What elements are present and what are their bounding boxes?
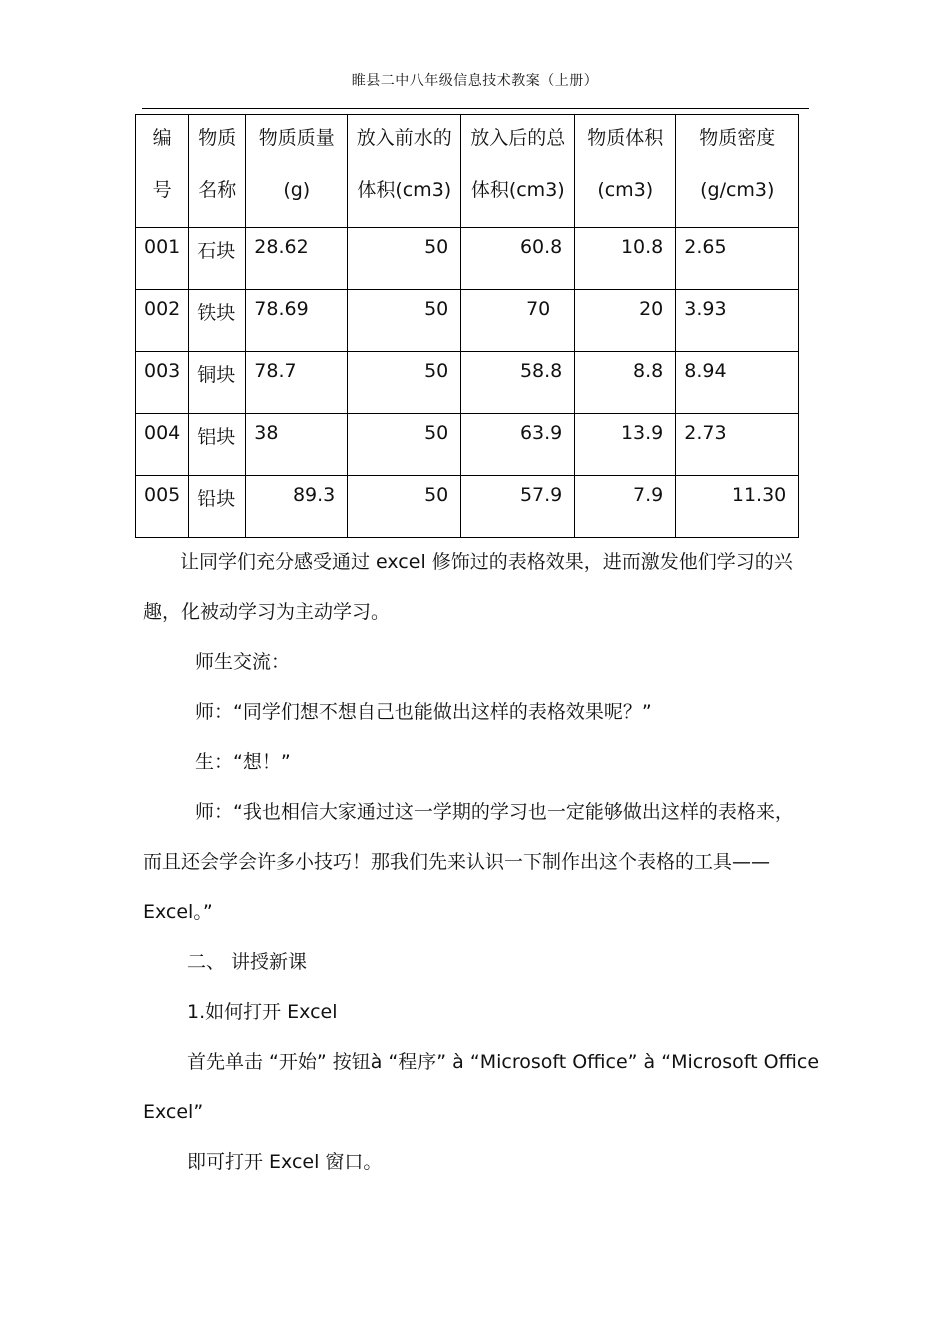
paragraph-result: 即可打开 Excel 窗口。 [187, 1151, 383, 1173]
table-cell: 57.9 [461, 476, 575, 538]
paragraph-teacher-question: 师：“同学们想不想自己也能做出这样的表格效果呢？” [195, 701, 652, 723]
table-cell: 2.65 [676, 228, 799, 290]
table-cell: 50 [348, 352, 461, 414]
paragraph-intro-line2: 趣，化被动学习为主动学习。 [143, 601, 391, 623]
table-cell: 铜块 [189, 352, 246, 414]
paragraph-steps-line2: Excel” [143, 1101, 204, 1123]
table-cell: 60.8 [461, 228, 575, 290]
paragraph-student-answer: 生：“想！” [195, 751, 291, 773]
table-cell: 2.73 [676, 414, 799, 476]
table-cell: 002 [136, 290, 189, 352]
header-cell: 放入前水的 体积(cm3) [348, 115, 461, 228]
table-cell: 63.9 [461, 414, 575, 476]
header-cell: 放入后的总 体积(cm3) [461, 115, 575, 228]
paragraph-steps-line1: 首先单击 “开始” 按钮à “程序” à “Microsoft Office” à “Microsoft Office [187, 1051, 820, 1073]
header-cell: 物质质量 (g) [246, 115, 348, 228]
table-cell: 004 [136, 414, 189, 476]
table-row [136, 414, 799, 476]
paragraph-intro-line1: 让同学们充分感受通过 excel 修饰过的表格效果，进而激发他们学习的兴 [180, 551, 793, 573]
table-row [136, 290, 799, 352]
table-cell: 58.8 [461, 352, 575, 414]
table-cell: 石块 [189, 228, 246, 290]
header-divider [142, 108, 809, 109]
paragraph-exchange-heading: 师生交流： [195, 651, 291, 673]
header-cell: 物质体积 (cm3) [575, 115, 676, 228]
table-cell: 38 [246, 414, 348, 476]
table-cell: 铁块 [189, 290, 246, 352]
subsection-heading: 1.如何打开 Excel [187, 1001, 338, 1023]
header-cell: 编 号 [136, 115, 189, 228]
header-cell: 物质 名称 [189, 115, 246, 228]
table-cell: 铝块 [189, 414, 246, 476]
table-cell: 78.69 [246, 290, 348, 352]
table-cell: 003 [136, 352, 189, 414]
table-row [136, 228, 799, 290]
table-cell: 3.93 [676, 290, 799, 352]
table-header-row [136, 115, 799, 228]
table-cell: 005 [136, 476, 189, 538]
density-table [135, 114, 799, 538]
table-cell: 50 [348, 414, 461, 476]
table-cell: 50 [348, 476, 461, 538]
page-header-title: 睢县二中八年级信息技术教案（上册） [351, 73, 599, 89]
table-cell: 8.8 [575, 352, 676, 414]
table-cell: 铅块 [189, 476, 246, 538]
table-cell: 20 [575, 290, 676, 352]
table-cell: 11.30 [676, 476, 799, 538]
table-cell: 13.9 [575, 414, 676, 476]
section-heading: 二、 讲授新课 [187, 951, 308, 973]
table-cell: 50 [348, 228, 461, 290]
paragraph-teacher-reply-line1: 师：“我也相信大家通过这一学期的学习也一定能够做出这样的表格来， [195, 801, 794, 823]
table-cell: 78.7 [246, 352, 348, 414]
table-cell: 7.9 [575, 476, 676, 538]
table-cell: 70 [461, 290, 575, 352]
table-cell: 001 [136, 228, 189, 290]
table-row [136, 352, 799, 414]
table-cell: 28.62 [246, 228, 348, 290]
paragraph-teacher-reply-line2: 而且还会学会许多小技巧！那我们先来认识一下制作出这个表格的工具—— [143, 851, 771, 873]
table-cell: 10.8 [575, 228, 676, 290]
table-cell: 8.94 [676, 352, 799, 414]
header-cell: 物质密度 (g/cm3) [676, 115, 799, 228]
table-row [136, 476, 799, 538]
table-cell: 50 [348, 290, 461, 352]
table-cell: 89.3 [246, 476, 348, 538]
paragraph-teacher-reply-line3: Excel。” [143, 901, 213, 923]
